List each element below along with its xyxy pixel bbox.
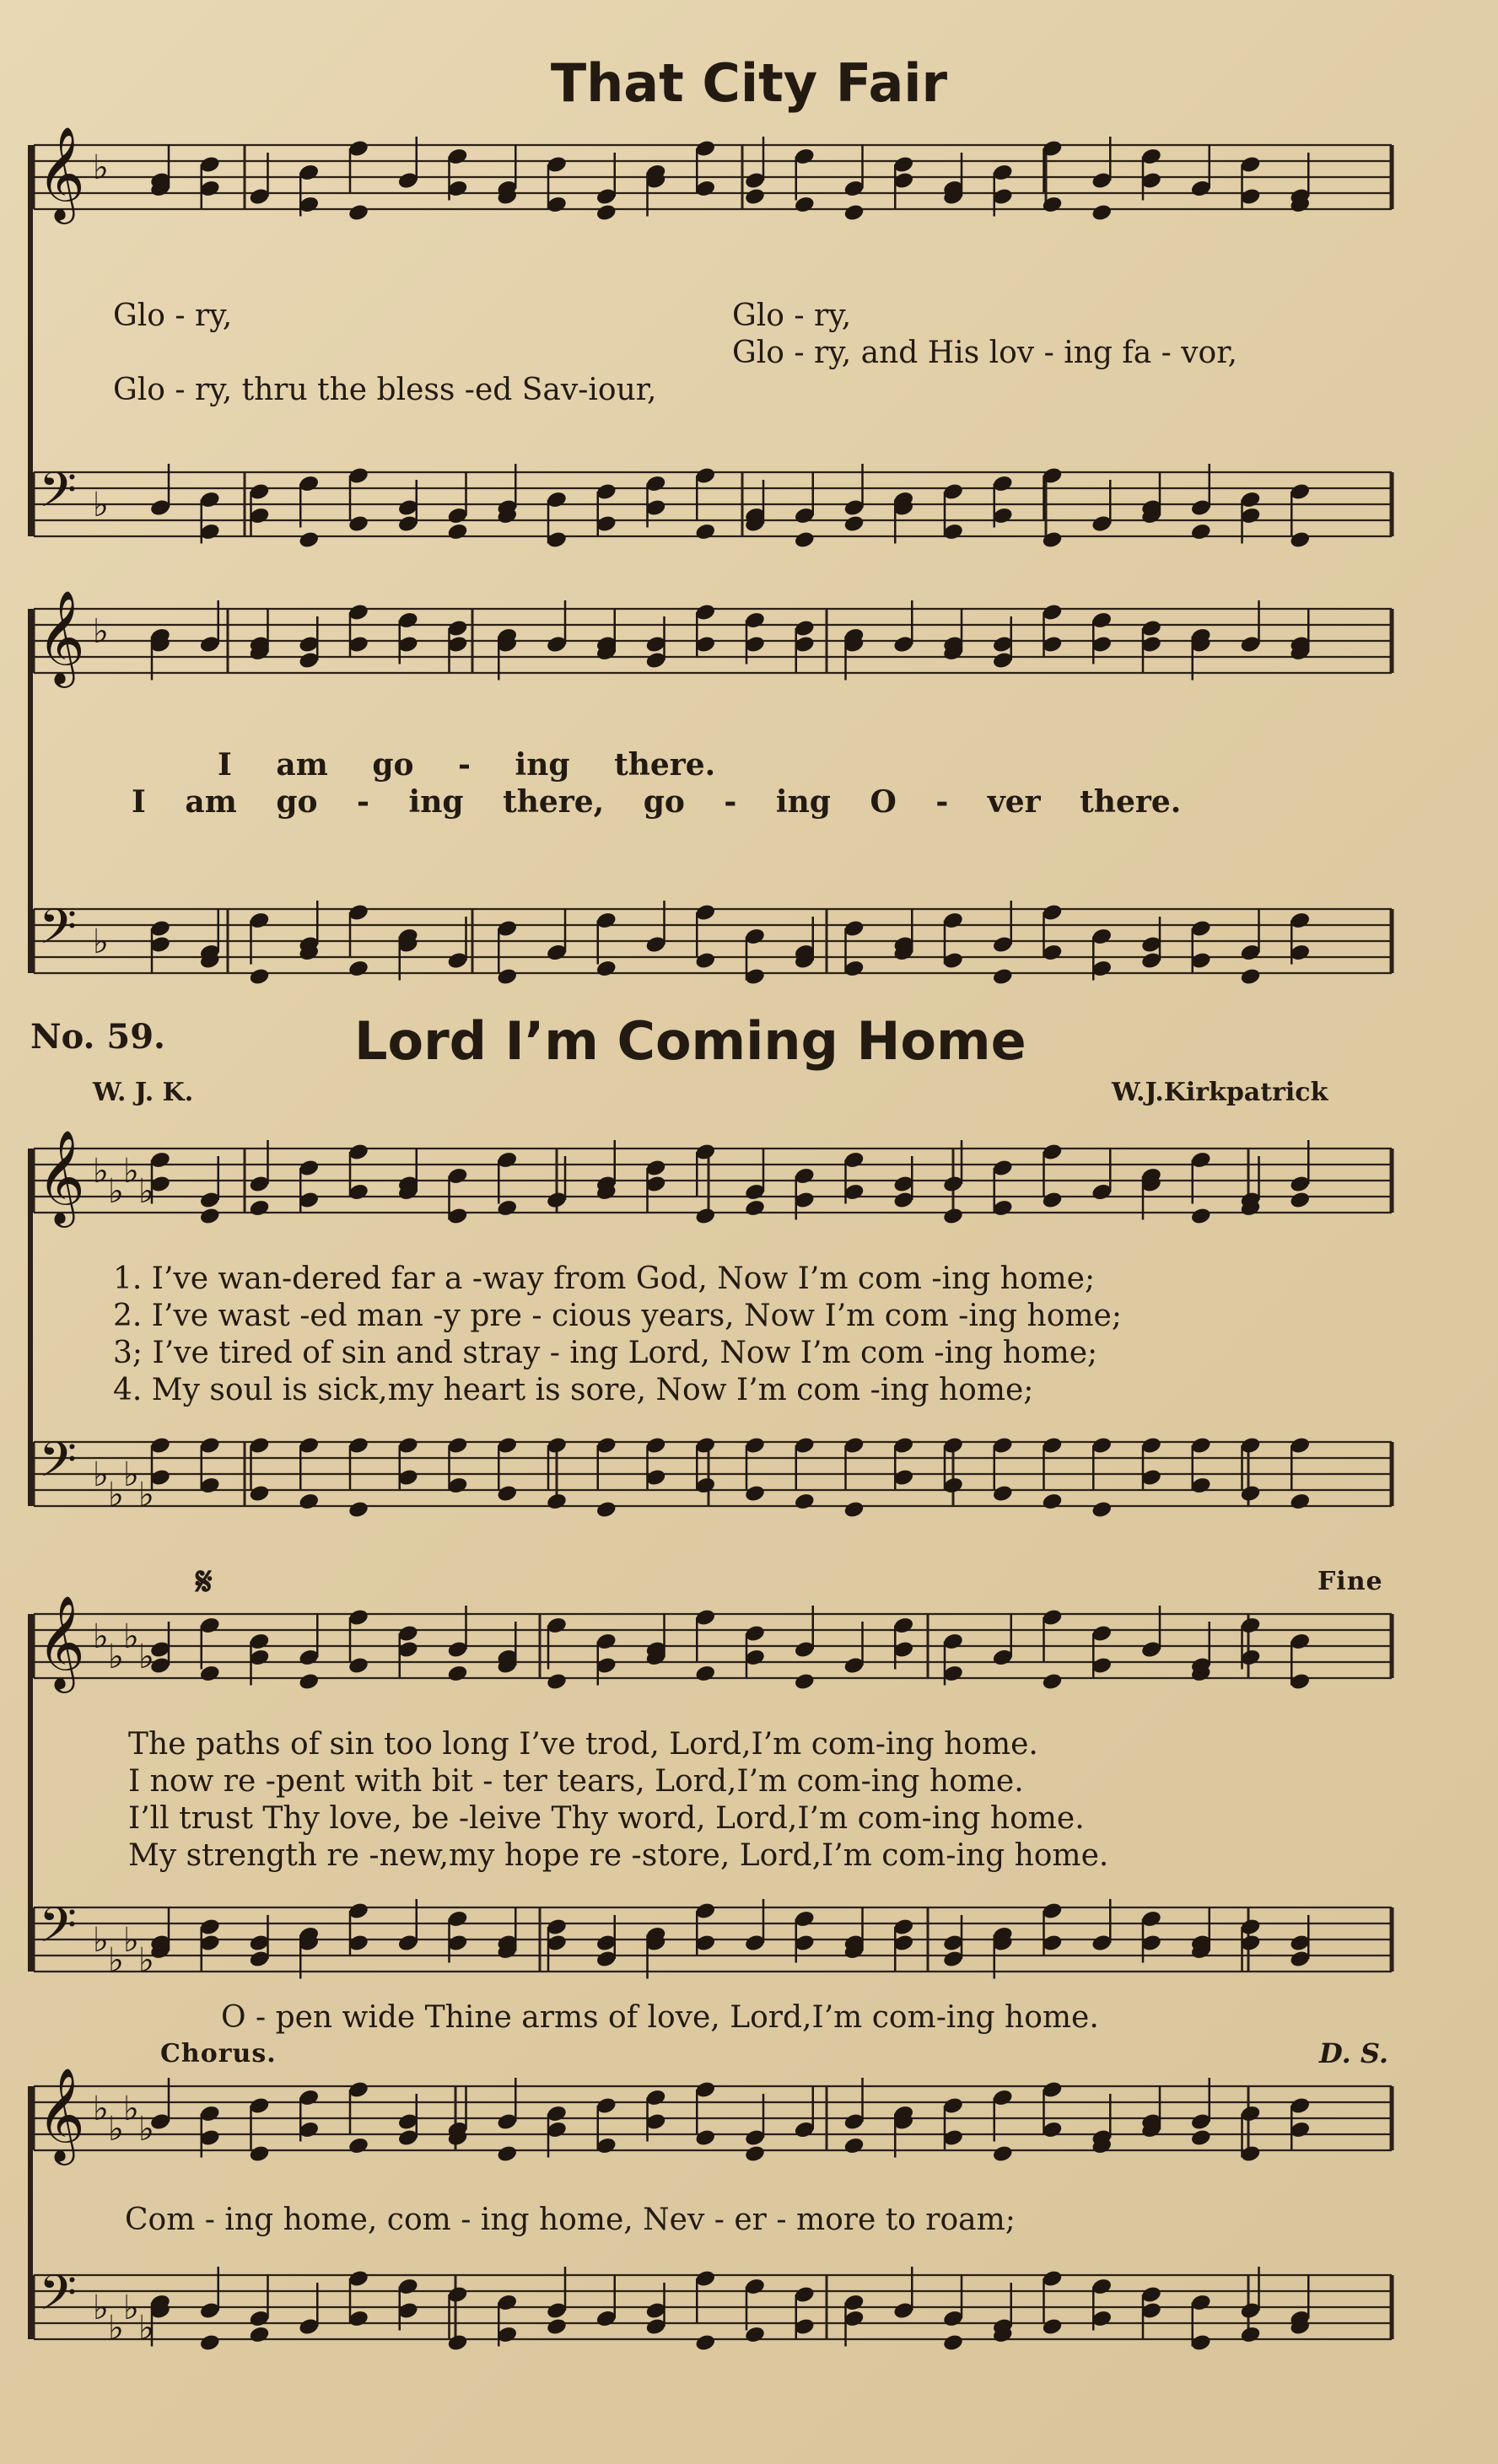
flat-icon: ♭ bbox=[93, 612, 109, 651]
note-head bbox=[1190, 522, 1212, 541]
note-head bbox=[694, 2333, 716, 2353]
treble-clef-icon: 𝄞 bbox=[37, 1595, 85, 1689]
flat-icon: ♭ bbox=[123, 2090, 139, 2128]
note-head bbox=[1041, 1492, 1063, 1511]
fine-label: Fine bbox=[1317, 1567, 1383, 1596]
note-head bbox=[794, 1492, 816, 1511]
note-head bbox=[744, 2144, 766, 2164]
note-head bbox=[992, 2144, 1014, 2164]
flat-icon: ♭ bbox=[123, 2289, 139, 2327]
note-head bbox=[546, 1492, 568, 1511]
note-head bbox=[794, 530, 816, 550]
note-head bbox=[595, 203, 617, 223]
note-head bbox=[248, 1198, 270, 1218]
flat-icon: ♭ bbox=[108, 1638, 124, 1676]
note-head bbox=[199, 1207, 221, 1226]
segno-sign: 𝄋 bbox=[196, 1558, 213, 1604]
words-credit: W. J. K. bbox=[93, 1078, 194, 1107]
hymn-number: No. 59. bbox=[30, 1017, 165, 1057]
hymn1-s1-lyrics-line2: Glo - ry, and His lov - ing fa - vor, bbox=[732, 336, 1237, 370]
treble-clef-icon: 𝄞 bbox=[37, 1129, 85, 1224]
note-head bbox=[694, 522, 716, 541]
note-head bbox=[1091, 203, 1113, 223]
flat-icon: ♭ bbox=[108, 1172, 124, 1211]
note-head bbox=[992, 967, 1014, 987]
flat-icon: ♭ bbox=[123, 1617, 139, 1656]
flat-icon: ♭ bbox=[123, 1455, 139, 1494]
note-head bbox=[1041, 1672, 1063, 1692]
treble-clef-icon: 𝄞 bbox=[37, 2067, 85, 2161]
flat-icon: ♭ bbox=[138, 1638, 154, 1676]
note-head bbox=[942, 1207, 964, 1226]
note-head bbox=[843, 2136, 865, 2155]
note-head bbox=[348, 203, 369, 223]
clefs bbox=[37, 126, 154, 2348]
note-head bbox=[1041, 195, 1063, 214]
verse1-part2: The paths of sin too long I’ve trod, Lord,I’m com-ing home. bbox=[128, 1727, 1038, 1762]
note-head bbox=[546, 1672, 568, 1692]
note-head bbox=[248, 967, 270, 987]
note-head bbox=[595, 1500, 617, 1520]
verse2-part2: I now re -pent with bit - ter tears, Lord,I’m com-ing home. bbox=[128, 1764, 1024, 1799]
note-head bbox=[1239, 967, 1261, 987]
music-credit: W.J.Kirkpatrick bbox=[1112, 1078, 1328, 1107]
verse3-part2: I’ll trust Thy love, be -leive Thy word, Lord,I’m com-ing home. bbox=[128, 1801, 1085, 1836]
hymn1-s2-lyrics-line2: I am go - ing there, go - ing O - ver there. bbox=[132, 784, 1182, 820]
bass-clef-icon: 𝄢 bbox=[39, 461, 78, 530]
note-head bbox=[1289, 1191, 1311, 1210]
flat-icon: ♭ bbox=[138, 1172, 154, 1211]
note-head bbox=[248, 2325, 270, 2344]
flat-icon: ♭ bbox=[93, 1921, 109, 1960]
flat-icon: ♭ bbox=[93, 148, 109, 187]
flat-icon: ♭ bbox=[138, 2110, 154, 2149]
flat-icon: ♭ bbox=[123, 1921, 139, 1960]
flat-icon: ♭ bbox=[108, 2309, 124, 2348]
flat-icon: ♭ bbox=[108, 1941, 124, 1980]
note-head bbox=[1190, 2128, 1212, 2148]
note-head bbox=[1289, 1492, 1311, 1511]
flat-icon: ♭ bbox=[93, 486, 109, 525]
flat-icon: ♭ bbox=[93, 1455, 109, 1494]
verse4-part1: 4. My soul is sick,my heart is sore, Now I’m com -ing home; bbox=[113, 1373, 1034, 1407]
note-head bbox=[744, 1198, 766, 1218]
verse4-part2: My strength re -new,my hope re -store, Lord,I’m com-ing home. bbox=[128, 1838, 1109, 1873]
note-head bbox=[744, 187, 766, 207]
note-head bbox=[298, 1492, 320, 1511]
note-head bbox=[348, 959, 369, 978]
flat-icon: ♭ bbox=[93, 2090, 109, 2128]
flat-icon: ♭ bbox=[93, 923, 109, 961]
note-head bbox=[546, 2317, 568, 2337]
note-head bbox=[298, 1672, 320, 1692]
note-head bbox=[843, 203, 865, 223]
note-head bbox=[794, 1672, 816, 1692]
flat-icon: ♭ bbox=[93, 1152, 109, 1191]
verse3-part1: 3; I’ve tired of sin and stray - ing Lord, Now I’m com -ing home; bbox=[113, 1336, 1098, 1370]
treble-clef-icon: 𝄞 bbox=[37, 589, 85, 684]
flat-icon: ♭ bbox=[93, 2289, 109, 2327]
note-head bbox=[694, 1207, 716, 1226]
hymn1-s1-lyrics-line1: Glo - ry, bbox=[113, 299, 233, 333]
note-head bbox=[446, 522, 468, 541]
note-head bbox=[1239, 2325, 1261, 2344]
hymn2-title: Lord I’m Coming Home bbox=[354, 1010, 1027, 1072]
chorus-lyrics: Com - ing home, com - ing home, Nev - er - more to roam; bbox=[125, 2203, 1016, 2237]
flat-icon: ♭ bbox=[123, 1152, 139, 1191]
ds-label: D. S. bbox=[1319, 2037, 1388, 2069]
note-head bbox=[199, 2333, 221, 2353]
hymn1-s1-lyrics-line3: Glo - ry, thru the bless -ed Sav-iour, bbox=[113, 373, 657, 407]
note-head bbox=[1041, 530, 1063, 550]
verse1-part1: 1. I’ve wan-dered far a -way from God, Now I’m com -ing home; bbox=[113, 1262, 1096, 1296]
hymn1-s1-lyrics-line1b: Glo - ry, bbox=[732, 299, 852, 333]
refrain-line: O - pen wide Thine arms of love, Lord,I’m com-ing home. bbox=[221, 2000, 1099, 2035]
note-head bbox=[446, 1664, 468, 1683]
flat-icon: ♭ bbox=[108, 1476, 124, 1514]
hymn1-title: That City Fair bbox=[550, 52, 948, 114]
bass-clef-icon: 𝄢 bbox=[39, 1896, 78, 1966]
hymn1-s2-lyrics-line1: I am go - ing there. bbox=[218, 747, 716, 783]
flat-icon: ♭ bbox=[108, 2110, 124, 2149]
note-head bbox=[1190, 1207, 1212, 1226]
verse2-part1: 2. I’ve wast -ed man -y pre - cious years, Now I’m com -ing home; bbox=[113, 1299, 1122, 1333]
bass-clef-icon: 𝄢 bbox=[39, 2264, 78, 2333]
note-head bbox=[298, 530, 320, 550]
note-head bbox=[694, 1664, 716, 1683]
note-head bbox=[942, 2333, 964, 2353]
note-head bbox=[348, 2136, 369, 2155]
chorus-label: Chorus. bbox=[160, 2039, 277, 2069]
bass-clef-icon: 𝄢 bbox=[39, 898, 78, 967]
treble-clef-icon: 𝄞 bbox=[37, 126, 85, 220]
flat-icon: ♭ bbox=[138, 1476, 154, 1514]
note-head bbox=[348, 1500, 369, 1520]
flat-icon: ♭ bbox=[138, 2309, 154, 2348]
note-head bbox=[843, 514, 865, 534]
bass-clef-icon: 𝄢 bbox=[39, 1431, 78, 1500]
flat-icon: ♭ bbox=[93, 1617, 109, 1656]
note-head bbox=[496, 2144, 518, 2164]
flat-icon: ♭ bbox=[138, 1941, 154, 1980]
note-head bbox=[843, 1500, 865, 1520]
note-head bbox=[1091, 1500, 1113, 1520]
